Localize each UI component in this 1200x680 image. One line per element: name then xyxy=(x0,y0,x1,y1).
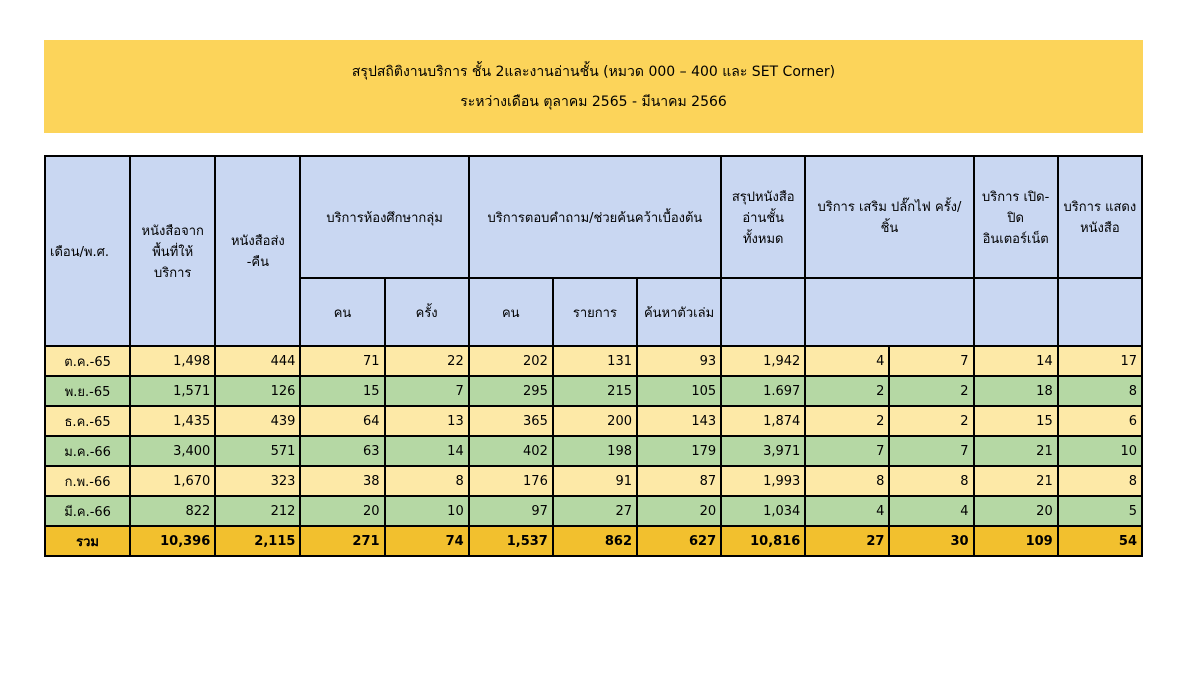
table-cell: 212 xyxy=(215,496,300,526)
month-cell: มี.ค.-66 xyxy=(45,496,130,526)
table-cell: 444 xyxy=(215,346,300,376)
header-books-sent-returned: หนังสือส่ง -คืน xyxy=(215,156,300,346)
table-cell: 215 xyxy=(553,376,637,406)
table-cell: 93 xyxy=(637,346,721,376)
table-cell: 13 xyxy=(385,406,469,436)
table-row xyxy=(45,376,1142,406)
table-cell: 571 xyxy=(215,436,300,466)
table-cell: 365 xyxy=(469,406,553,436)
table-cell: 2 xyxy=(805,376,889,406)
total-row xyxy=(45,526,1142,556)
table-cell: 7 xyxy=(889,346,973,376)
subheader-search-book: ค้นหาตัวเล่ม xyxy=(637,278,721,346)
total-cell: 1,537 xyxy=(469,526,553,556)
total-label: รวม xyxy=(45,526,130,556)
table-cell: 8 xyxy=(1058,466,1142,496)
total-cell: 109 xyxy=(974,526,1058,556)
header-month: เดือน/พ.ศ. xyxy=(45,156,130,346)
total-cell: 74 xyxy=(385,526,469,556)
table-cell: 105 xyxy=(637,376,721,406)
month-cell: พ.ย.-65 xyxy=(45,376,130,406)
table-cell: 202 xyxy=(469,346,553,376)
table-cell: 1,874 xyxy=(721,406,805,436)
total-cell: 627 xyxy=(637,526,721,556)
table-cell: 8 xyxy=(805,466,889,496)
table-cell: 126 xyxy=(215,376,300,406)
table-cell: 18 xyxy=(974,376,1058,406)
subheader-person-reference: คน xyxy=(469,278,553,346)
table-cell: 27 xyxy=(553,496,637,526)
table-cell: 295 xyxy=(469,376,553,406)
table-row xyxy=(45,436,1142,466)
table-cell: 5 xyxy=(1058,496,1142,526)
table-cell: 71 xyxy=(300,346,384,376)
table-cell: 8 xyxy=(1058,376,1142,406)
header-extra-service: บริการ เสริม ปลั๊กไฟ ครั้ง/ชิ้น xyxy=(805,156,973,278)
total-cell: 10,396 xyxy=(130,526,215,556)
report-title: สรุปสถิติงานบริการ ชั้น 2และงานอ่านชั้น (หมวด 000 – 400 และ SET Corner) xyxy=(351,63,836,80)
table-cell: 14 xyxy=(974,346,1058,376)
total-cell: 271 xyxy=(300,526,384,556)
table-row xyxy=(45,346,1142,376)
table-cell: 21 xyxy=(974,436,1058,466)
statistics-table xyxy=(44,155,1143,557)
table-cell: 63 xyxy=(300,436,384,466)
table-cell: 20 xyxy=(300,496,384,526)
table-cell: 3,971 xyxy=(721,436,805,466)
month-cell: ม.ค.-66 xyxy=(45,436,130,466)
total-cell: 2,115 xyxy=(215,526,300,556)
table-cell: 439 xyxy=(215,406,300,436)
table-cell: 91 xyxy=(553,466,637,496)
table-cell: 87 xyxy=(637,466,721,496)
subheader-times: ครั้ง xyxy=(385,278,469,346)
table-cell: 2 xyxy=(889,406,973,436)
total-cell: 54 xyxy=(1058,526,1142,556)
table-cell: 1,034 xyxy=(721,496,805,526)
table-cell: 1,435 xyxy=(130,406,215,436)
table-cell: 200 xyxy=(553,406,637,436)
table-cell: 4 xyxy=(805,496,889,526)
table-cell: 64 xyxy=(300,406,384,436)
title-banner xyxy=(44,40,1143,133)
table-cell: 15 xyxy=(300,376,384,406)
table-cell: 1,942 xyxy=(721,346,805,376)
table-cell: 179 xyxy=(637,436,721,466)
header-display-service: บริการ แสดงหนังสือ xyxy=(1058,156,1142,278)
header-internet-service: บริการ เปิด-ปิด อินเตอร์เน็ต xyxy=(974,156,1058,278)
table-cell: 176 xyxy=(469,466,553,496)
table-cell: 10 xyxy=(1058,436,1142,466)
header-reference-service: บริการตอบคำถาม/ช่วยค้นคว้าเบื้องต้น xyxy=(469,156,721,278)
header-books-from-area: หนังสือจากพื้นที่ให้บริการ xyxy=(130,156,215,346)
table-cell: 402 xyxy=(469,436,553,466)
table-cell: 7 xyxy=(385,376,469,406)
table-cell: 17 xyxy=(1058,346,1142,376)
table-cell: 14 xyxy=(385,436,469,466)
table-cell: 22 xyxy=(385,346,469,376)
table-cell: 1,670 xyxy=(130,466,215,496)
subheader-empty xyxy=(1058,278,1142,346)
table-cell: 131 xyxy=(553,346,637,376)
table-cell: 1.697 xyxy=(721,376,805,406)
report-period: ระหว่างเดือน ตุลาคม 2565 - มีนาคม 2566 xyxy=(460,93,727,110)
table-cell: 143 xyxy=(637,406,721,436)
table-cell: 6 xyxy=(1058,406,1142,436)
total-cell: 862 xyxy=(553,526,637,556)
month-cell: ก.พ.-66 xyxy=(45,466,130,496)
table-cell: 97 xyxy=(469,496,553,526)
total-cell: 30 xyxy=(889,526,973,556)
table-row xyxy=(45,406,1142,436)
table-cell: 1,993 xyxy=(721,466,805,496)
table-cell: 10 xyxy=(385,496,469,526)
table-cell: 20 xyxy=(974,496,1058,526)
table-cell: 2 xyxy=(889,376,973,406)
table-cell: 7 xyxy=(805,436,889,466)
total-cell: 27 xyxy=(805,526,889,556)
table-row xyxy=(45,466,1142,496)
subheader-empty xyxy=(974,278,1058,346)
table-cell: 3,400 xyxy=(130,436,215,466)
table-row xyxy=(45,496,1142,526)
subheader-items: รายการ xyxy=(553,278,637,346)
table-cell: 8 xyxy=(385,466,469,496)
table-cell: 822 xyxy=(130,496,215,526)
table-cell: 1,498 xyxy=(130,346,215,376)
table-cell: 7 xyxy=(889,436,973,466)
table-cell: 21 xyxy=(974,466,1058,496)
header-study-room: บริการห้องศึกษากลุ่ม xyxy=(300,156,468,278)
table-cell: 2 xyxy=(805,406,889,436)
table-cell: 1,571 xyxy=(130,376,215,406)
table-cell: 8 xyxy=(889,466,973,496)
header-summary-books: สรุปหนังสืออ่านชั้นทั้งหมด xyxy=(721,156,805,278)
table-cell: 4 xyxy=(889,496,973,526)
month-cell: ต.ค.-65 xyxy=(45,346,130,376)
subheader-empty xyxy=(805,278,973,346)
table-cell: 38 xyxy=(300,466,384,496)
table-cell: 4 xyxy=(805,346,889,376)
month-cell: ธ.ค.-65 xyxy=(45,406,130,436)
total-cell: 10,816 xyxy=(721,526,805,556)
table-cell: 198 xyxy=(553,436,637,466)
subheader-empty xyxy=(721,278,805,346)
table-cell: 15 xyxy=(974,406,1058,436)
subheader-person: คน xyxy=(300,278,384,346)
table-cell: 323 xyxy=(215,466,300,496)
table-cell: 20 xyxy=(637,496,721,526)
